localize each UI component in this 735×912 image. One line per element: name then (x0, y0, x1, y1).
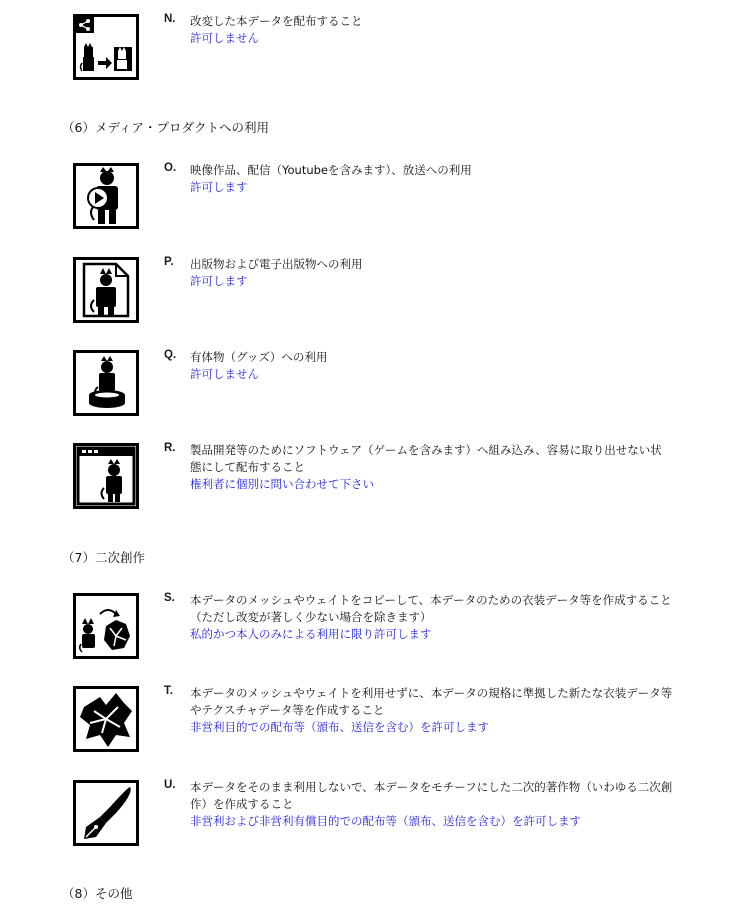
figure-goods-icon (73, 350, 139, 416)
item-description: 本データをそのまま利用しないで、本データをモチーフにした二次的著作物（いわゆる二次創 (190, 780, 673, 794)
item-letter: P. (164, 256, 174, 268)
item-permission: 権利者に個別に問い合わせて下さい (190, 477, 374, 491)
item-letter: S. (164, 592, 175, 604)
pen-nib-icon (73, 780, 139, 846)
section-heading: （6）メディア・プロダクトへの利用 (62, 120, 269, 135)
item-permission: 非営利および非営利有償目的での配布等（頒布、送信を含む）を許可します (190, 814, 581, 828)
item-permission: 非営利目的での配布等（頒布、送信を含む）を許可します (190, 720, 489, 734)
section-heading: （8）その他 (62, 886, 133, 901)
item-description: 映像作品、配信（Youtubeを含みます）、放送への利用 (190, 163, 472, 177)
section-heading: （7）二次創作 (62, 550, 145, 565)
software-window-icon (73, 443, 139, 509)
item-letter: N. (164, 13, 176, 25)
item-permission: 許可します (190, 274, 248, 288)
item-permission: 許可しません (190, 31, 259, 45)
item-letter: Q. (164, 349, 177, 361)
item-description: 有体物（グッズ）への利用 (190, 350, 328, 364)
item-description: 本データのメッシュやウェイトをコピーして、本データのための衣装データ等を作成すること (190, 593, 672, 607)
item-description: 製品開発等のためにソフトウェア（ゲームを含みます）へ組み込み、容易に取り出せない状 (190, 443, 662, 457)
item-description-cont: 態にして配布すること (190, 460, 305, 474)
item-letter: R. (164, 442, 176, 454)
costume-copy-icon (73, 593, 139, 659)
item-permission: 許可します (190, 180, 248, 194)
item-permission: 許可しません (190, 367, 259, 381)
item-permission: 私的かつ本人のみによる利用に限り許可します (190, 627, 432, 641)
item-description: 改変した本データを配布すること (190, 14, 363, 28)
video-play-icon (73, 163, 139, 229)
item-description: 本データのメッシュやウェイトを利用せずに、本データの規格に準拠した新たな衣装データ等 (190, 686, 673, 700)
item-letter: O. (164, 162, 177, 174)
item-letter: U. (164, 779, 176, 791)
share-modify-icon (73, 14, 139, 80)
item-description-cont: やテクスチャデータ等を作成すること (190, 703, 385, 717)
item-description-cont: 作）を作成すること (190, 797, 294, 811)
item-description-cont: （ただし改変が著しく少ない場合を除きます） (190, 610, 432, 624)
item-letter: T. (164, 685, 173, 697)
item-description: 出版物および電子出版物への利用 (190, 257, 363, 271)
publication-icon (73, 257, 139, 323)
costume-new-icon (73, 686, 139, 752)
